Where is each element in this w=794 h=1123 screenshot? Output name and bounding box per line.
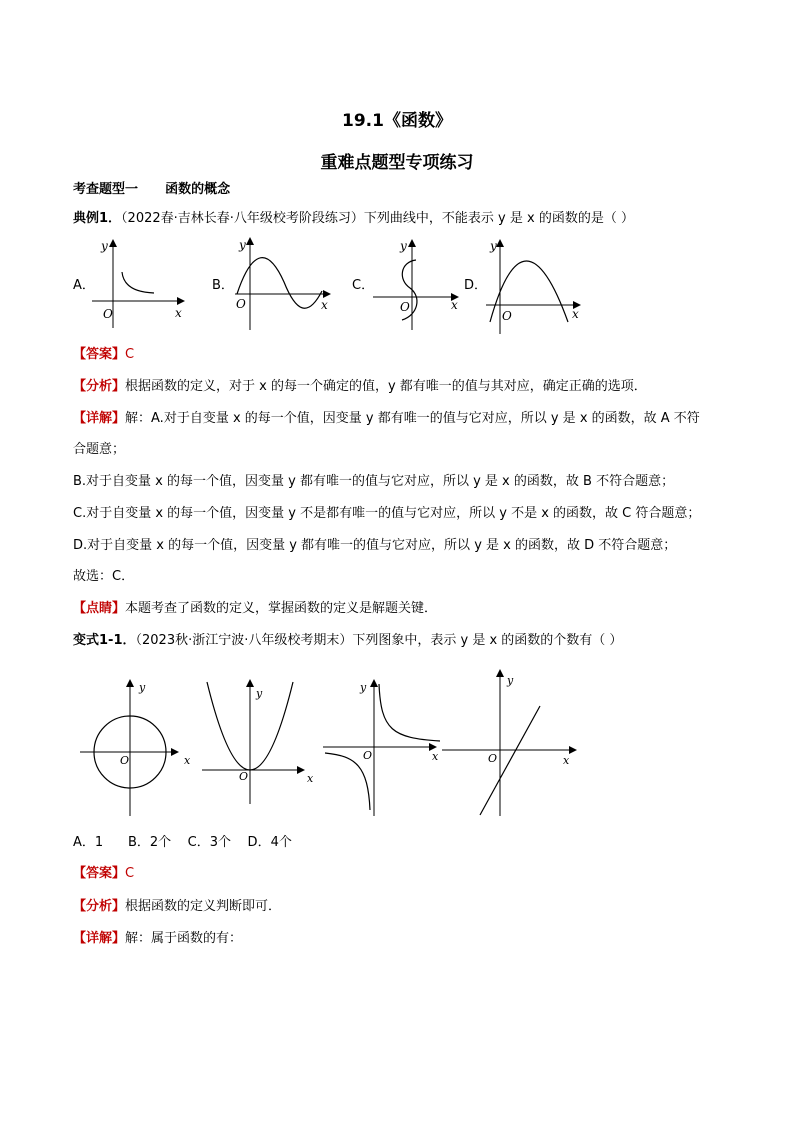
example1-detail-line-4: C.对于自变量 x 的每一个值，因变量 y 不是都有唯一的值与它对应，所以 y 不是 x 的函数，故 C 符合题意； (73, 506, 701, 521)
variant1-prefix: 变式1-1． (73, 633, 136, 648)
variant-analysis-tag: 【分析】 (73, 899, 126, 914)
origin-circle: O (120, 754, 130, 767)
page-subtitle: 重难点题型专项练习 (320, 153, 474, 173)
origin-parabola: O (239, 770, 249, 783)
variant-detail-text: 解：属于函数的有： (125, 931, 243, 946)
comment-tag: 【点睛】 (73, 601, 126, 616)
detail-tag: 【详解】 (73, 411, 126, 426)
example1-detail-line-5: D.对于自变量 x 的每一个值，因变量 y 都有唯一的值与它对应，所以 y 是 x 的函数，故 D 不符合题意； (73, 538, 677, 553)
axis-y-b: y (239, 238, 246, 252)
answer-tag: 【答案】 (73, 347, 126, 362)
variant1-detail (73, 930, 242, 948)
section-name: 函数的概念 (165, 182, 231, 197)
section-label: 考查题型一 (73, 182, 139, 197)
origin-d: O (502, 309, 512, 323)
variant1-choices: A．1 B．2个 C．3个 D．4个 (73, 835, 292, 850)
axis-x-b: x (321, 298, 328, 312)
example1-detail-line-6: 故选：C． (73, 569, 135, 584)
axis-x-parabola: x (307, 772, 314, 785)
option-b-label: B． (212, 278, 234, 293)
origin-hyperbola: O (363, 749, 373, 762)
variant-graphs (0, 668, 794, 828)
graph-parabola (202, 680, 314, 804)
answer-value: C (125, 347, 135, 362)
origin-b: O (236, 297, 246, 311)
page-title: 19.1《函数》 (342, 111, 452, 131)
analysis-tag: 【分析】 (73, 379, 126, 394)
option-graphs (0, 228, 794, 348)
axis-x-c: x (451, 298, 458, 312)
graph-hyperbola (323, 680, 440, 816)
axis-x-line: x (563, 754, 570, 767)
origin-c: O (400, 300, 410, 314)
option-c-label: C． (352, 278, 375, 293)
axis-y-parabola: y (256, 687, 263, 700)
graph-option-c (373, 239, 458, 330)
graph-circle (80, 680, 191, 816)
variant-answer-tag: 【答案】 (73, 866, 126, 881)
example1-detail-line-3: B.对于自变量 x 的每一个值，因变量 y 都有唯一的值与它对应，所以 y 是 x 的函数，故 B 不符合题意； (73, 474, 675, 489)
axis-x-hyperbola: x (432, 750, 439, 763)
option-d-label: D． (464, 278, 488, 293)
example1-detail-line-2: 合题意； (73, 442, 126, 457)
example1-prefix: 典例1． (73, 211, 122, 226)
example1-question (73, 210, 634, 228)
example1-source: （2022春·吉林长春·八年级校考阶段练习） (121, 211, 364, 226)
axis-y-c: y (400, 239, 407, 253)
example1-comment (73, 600, 437, 618)
axis-x-a: x (175, 306, 182, 320)
axis-y-circle: y (139, 681, 146, 694)
example1-detail-line-1 (73, 410, 700, 428)
variant1-analysis (73, 898, 281, 916)
analysis-text: 根据函数的定义，对于 x 的每一个确定的值，y 都有唯一的值与其对应，确定正确的选项． (125, 379, 647, 394)
variant1-source: （2023秋·浙江宁波·八年级校考期末） (135, 633, 353, 648)
graph-option-a (92, 239, 184, 328)
axis-y-a: y (101, 239, 108, 253)
axis-y-hyperbola: y (360, 681, 367, 694)
example1-analysis (73, 378, 647, 396)
axis-y-d: y (490, 239, 497, 253)
graph-line (442, 670, 576, 816)
variant-answer-value: C (125, 866, 135, 881)
variant-detail-tag: 【详解】 (73, 931, 126, 946)
axis-y-line: y (507, 674, 514, 687)
graph-option-b (235, 238, 330, 330)
variant1-answer (73, 865, 134, 883)
comment-text: 本题考查了函数的定义，掌握函数的定义是解题关键． (125, 601, 438, 616)
option-a-label: A． (73, 278, 95, 293)
detail-text-1: 解：A.对于自变量 x 的每一个值，因变量 y 都有唯一的值与它对应，所以 y 是 x 的函数，故 A 不符 (125, 411, 700, 426)
origin-line: O (488, 752, 498, 765)
variant-analysis-text: 根据函数的定义判断即可． (125, 899, 282, 914)
origin-a: O (103, 307, 113, 321)
example1-stem: 下列曲线中，不能表示 y 是 x 的函数的是（ ） (363, 211, 634, 226)
axis-x-circle: x (184, 754, 191, 767)
variant1-stem: 下列图象中，表示 y 是 x 的函数的个数有（ ） (352, 633, 623, 648)
axis-x-d: x (572, 307, 579, 321)
variant1-question (73, 632, 622, 650)
graph-option-d (486, 239, 580, 334)
example1-answer (73, 346, 134, 364)
section-heading (73, 181, 230, 199)
